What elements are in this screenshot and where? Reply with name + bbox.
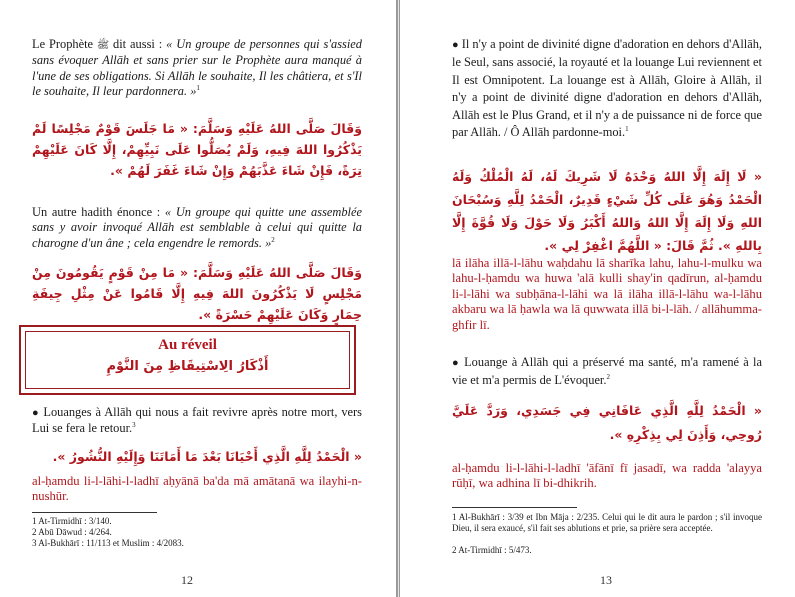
footnote-ref: 2	[271, 235, 275, 244]
section-header-box	[19, 325, 356, 395]
footnote-ref: 1	[625, 124, 629, 133]
left-paragraph-1	[32, 37, 362, 99]
text-span: Louange à Allāh qui a préservé ma santé, m'a ramené à la vie et m'a permis de L'évoquer.	[452, 355, 762, 387]
arabic-invocation-3: « الْحَمْدُ لِلَّهِ الَّذِي أَحْيَانَا بَعْدَ مَا أَمَاتَنَا وَإِلَيْهِ النُّشُورُ ».	[52, 449, 362, 464]
footnote-1: 1 At-Tirmidhī : 3/140.	[32, 516, 112, 526]
section-title: Au réveil	[158, 337, 217, 353]
section-title-arabic: أَذْكَارُ الِاسْتِيقَاظِ مِنَ النَّوْمِ	[106, 359, 269, 374]
transliteration-3: al-ḥamdu li-l-lāhi-l-ladhī aḥyānā ba'da mā amātanā wa ilayhi-n-nushūr.	[32, 474, 362, 504]
arabic-invocation-1: « لَا إِلَهَ إِلَّا اللهُ وَحْدَهُ لَا شَرِيكَ لَهُ، لَهُ الْمُلْكُ وَلَهُ الْحَمْدُ وَهُوَ عَلَى كُلِّ شَيْءٍ قَدِيرٌ، الْحَمْدُ لِلَّهِ وَسُبْحَانَ اللهِ وَلَا إِلَهَ إِلَّا اللهُ وَاللهُ أَكْبَرُ وَلَا حَوْلَ وَلَا قُوَّةَ إِلَّا بِاللهِ ». ثُمَّ قَالَ: « اللَّهُمَّ اغْفِرْ لِي ».	[452, 169, 762, 253]
bullet-icon: ●	[452, 39, 459, 51]
text-span: dit aussi :	[109, 37, 167, 51]
footnote-2: 2 At-Tirmidhī : 5/473.	[452, 545, 532, 555]
arabic-hadith-1: وَقَالَ صَلَّى اللهُ عَلَيْهِ وَسَلَّمَ: « مَا جَلَسَ قَوْمٌ مَجْلِسًا لَمْ يَذْكُرُوا اللهَ فِيهِ، وَلَمْ يُصَلُّوا عَلَى نَبِيِّهِمْ، إِلَّا كَانَ عَلَيْهِمْ تِرَةً، فَإِنْ شَاءَ عَذَّبَهُمْ وَإِنْ شَاءَ غَفَرَ لَهُمْ ».	[32, 121, 362, 178]
right-paragraph-1	[452, 36, 762, 141]
bullet-icon: ●	[452, 357, 460, 369]
footnote-1: 1 Al-Bukhārī : 3/39 et Ibn Māja : 2/235. Celui qui le dit aura le pardon ; s'il invoque Dieu, il sera exaucé, s'il fait ses ablutions et prie, sa prière sera acceptée.	[452, 512, 762, 533]
left-page	[0, 0, 396, 597]
hadith-quote: « Un groupe de personnes qui s'assied sans évoquer Allāh et sans prier sur le Prophète aura manqué à l'une de ses obligations. Si Allāh le souhaite, Il les châtiera, et s'Il le souhaite, Il leur pardonnera. »	[32, 37, 362, 98]
footnote-ref: 2	[606, 372, 610, 381]
footnote-divider	[452, 507, 577, 508]
salutation-icon: ﷺ	[97, 40, 110, 51]
page-number: 12	[181, 573, 193, 587]
text-span: Le Prophète	[32, 37, 97, 51]
footnote-3: 3 Al-Bukhārī : 11/113 et Muslim : 4/2083.	[32, 538, 184, 548]
right-paragraph-2	[452, 354, 762, 389]
book-gutter-highlight	[398, 0, 399, 597]
text-span: Il n'y a point de divinité digne d'adoration en dehors d'Allāh, le Seul, sans associé, la royauté et la louange Lui reviennent et Il est Omnipotent. La louange est à Allāh, Gloire à Allāh, il n'y a point de divinité digne d'adoration en dehors d'Allāh, Allāh est le Plus Grand, et il n'y a de puissance ni de force que par Allāh. / Ô Allāh pardonne-moi.	[452, 37, 763, 140]
footnote-divider	[32, 512, 157, 513]
text-span: Un autre hadith énonce :	[32, 205, 165, 219]
arabic-invocation-2: « الْحَمْدُ لِلَّهِ الَّذِي عَافَانِي فِي جَسَدِي، وَرَدَّ عَلَيَّ رُوحِي، وَأَذِنَ لِي بِذِكْرِهِ ».	[452, 403, 762, 442]
right-page	[400, 0, 795, 597]
left-paragraph-3	[32, 405, 362, 437]
hadith-quote: « Un groupe qui quitte une assemblée sans y avoir invoqué Allāh est semblable à celui qui quitte la charogne d'un âne ; cela engendre le remords. »	[32, 205, 362, 250]
transliteration-1: lā ilāha illā-l-lāhu waḥdahu lā sharīka lahu, lahu-l-mulku wa lahu-l-ḥamdu wa huwa 'alā kulli shay'in qadīrun, al-ḥamdu li-l-lāhi wa subḥāna-l-lāhi wa lā ilāha illā-l-lāhu wa-l-lāhu akbaru wa lā ḥawla wa lā quwwata illā bi-l-lāh. / allāhumma-ghfir lī.	[452, 256, 762, 332]
transliteration-2: al-ḥamdu li-l-lāhi-l-ladhī 'āfānī fī jasadī, wa radda 'alayya rūḥī, wa adhina lī bi-dhikrih.	[452, 461, 762, 491]
text-span: Louanges à Allāh qui nous a fait revivre après notre mort, vers Lui se fera le retour.	[32, 405, 362, 436]
left-paragraph-2	[32, 205, 362, 251]
arabic-hadith-2: وَقَالَ صَلَّى اللهُ عَلَيْهِ وَسَلَّمَ: « مَا مِنْ قَوْمٍ يَقُومُونَ مِنْ مَجْلِسٍ لَا يَذْكُرُونَ اللهَ فِيهِ إِلَّا قَامُوا عَنْ مِثْلِ جِيفَةِ حِمَارٍ وَكَانَ عَلَيْهِمْ حَسْرَةً ».	[32, 265, 362, 322]
footnote-2: 2 Abū Dāwud : 4/264.	[32, 527, 112, 537]
footnote-ref: 3	[132, 421, 136, 430]
page-number: 13	[600, 573, 612, 587]
footnote-ref: 1	[196, 83, 200, 92]
bullet-icon: ●	[32, 407, 40, 419]
